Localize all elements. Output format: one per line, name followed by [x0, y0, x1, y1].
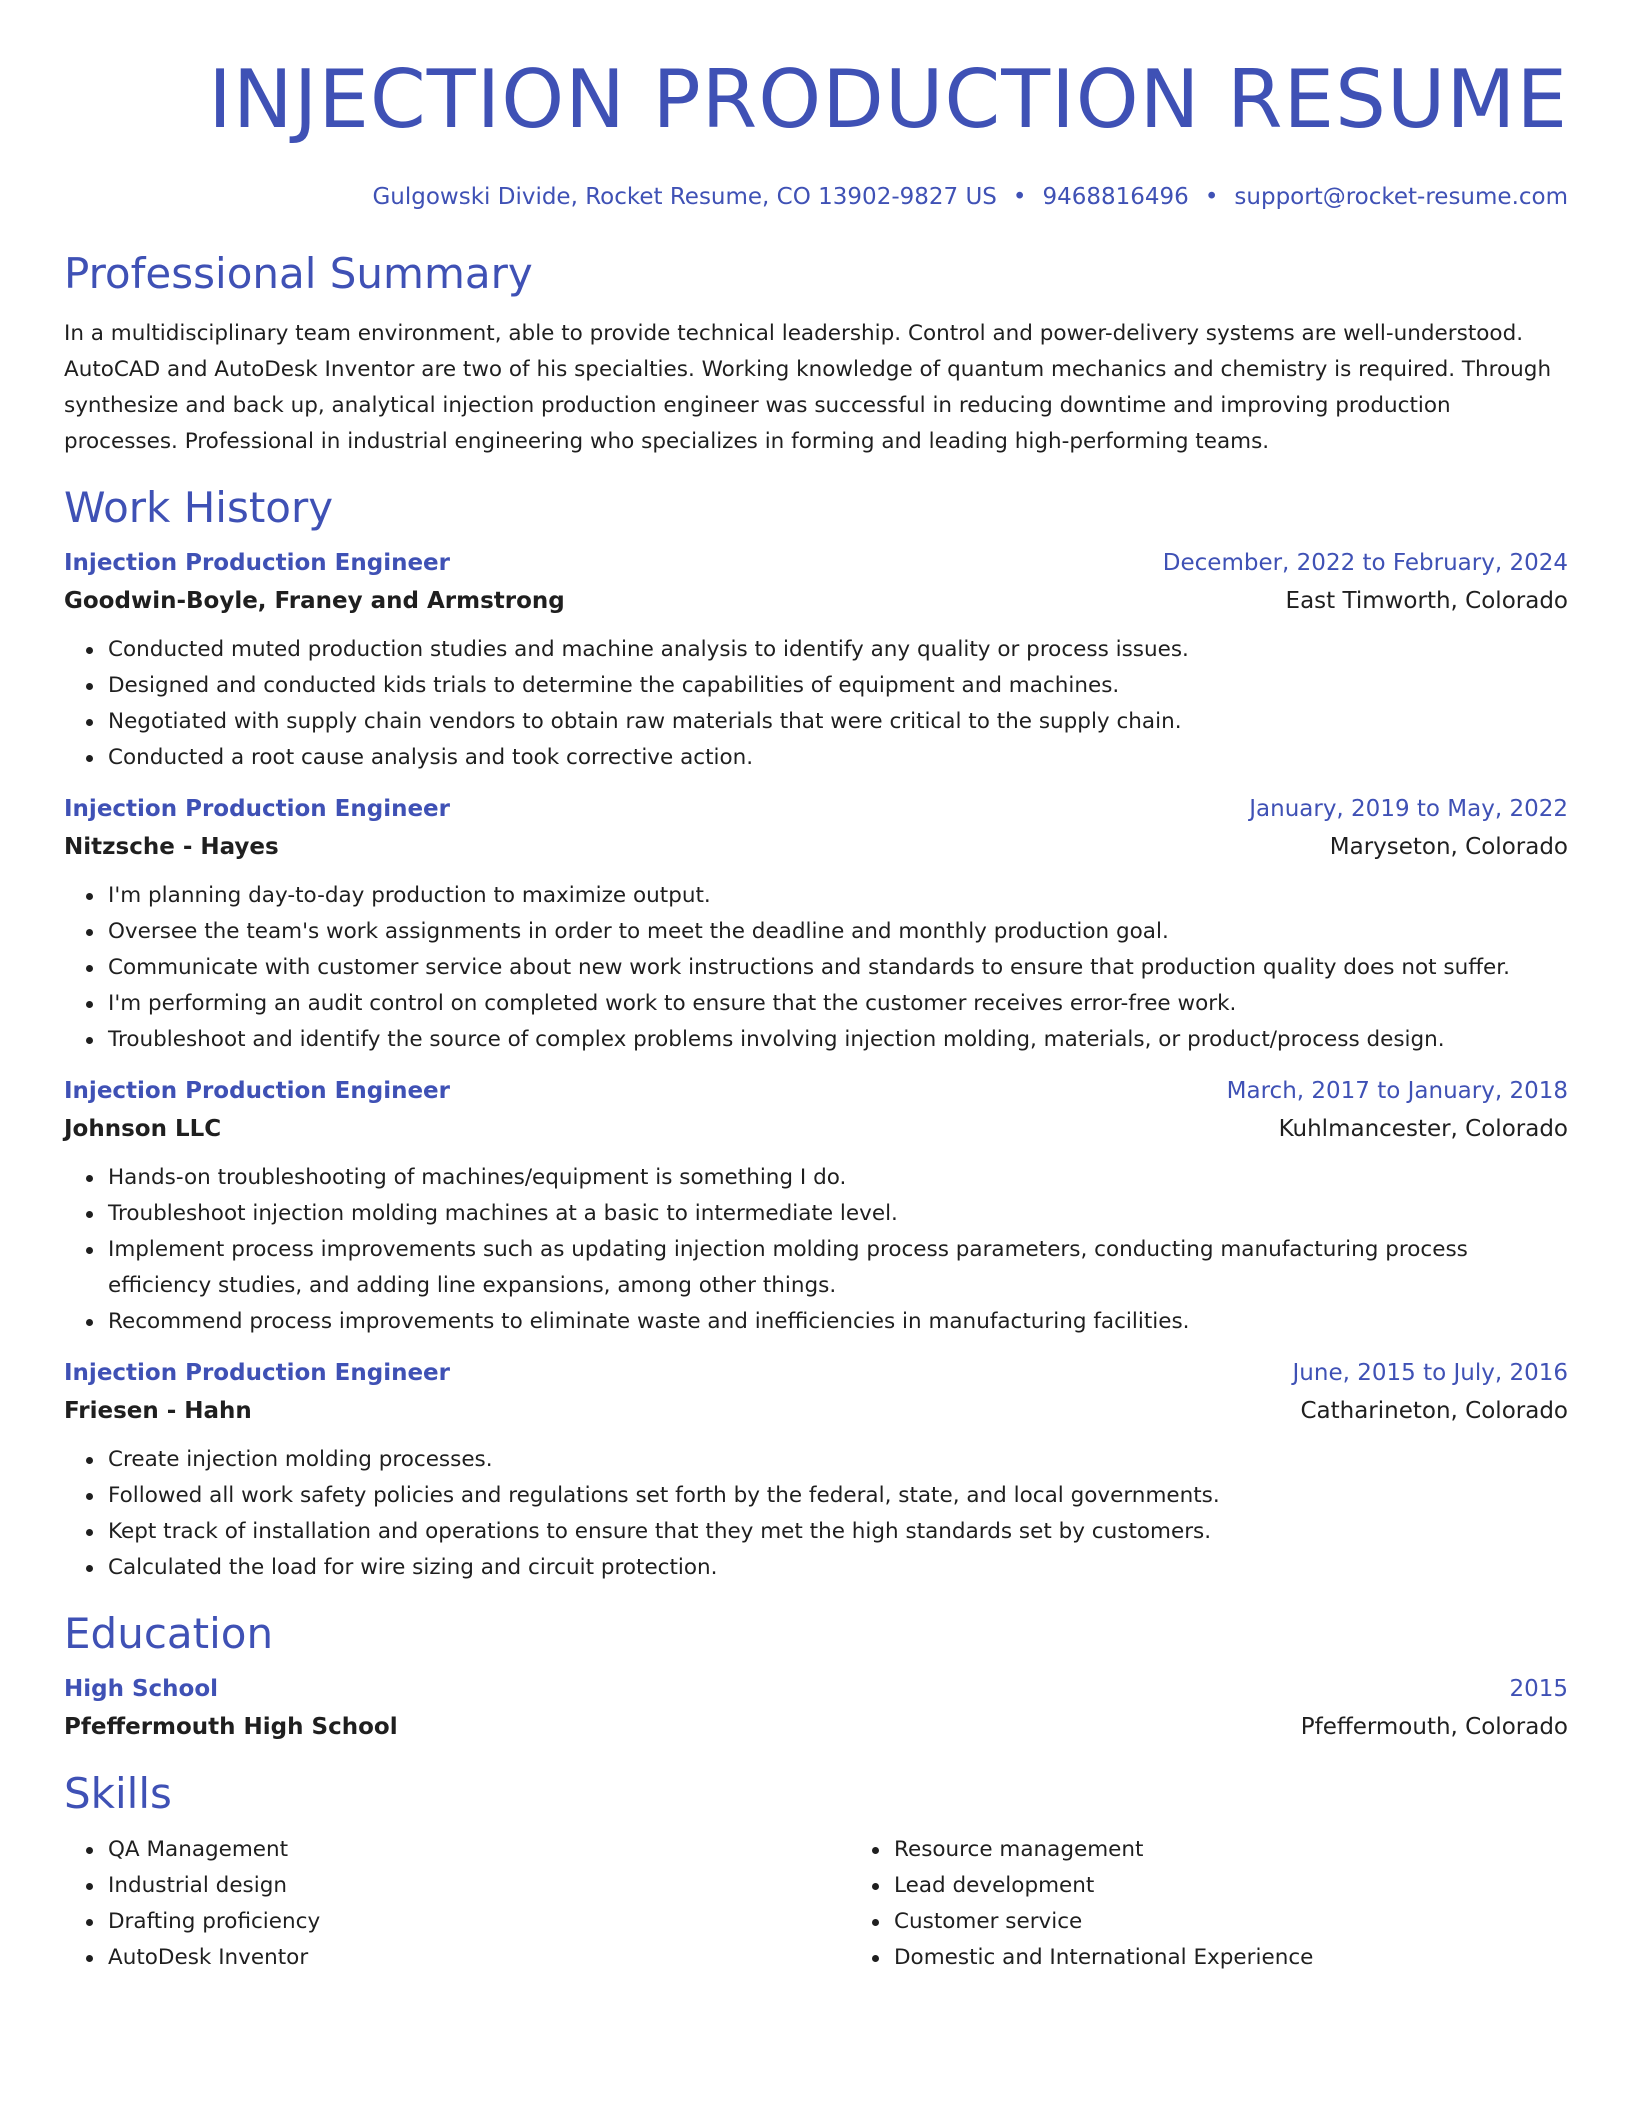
skills-section [64, 1768, 1568, 1976]
job-bullet: Conducted a root cause analysis and took corrective action. [108, 740, 1568, 776]
skill-item: QA Management [108, 1832, 850, 1868]
education-section [64, 1608, 1568, 1746]
job-company-row [64, 1392, 1568, 1430]
job-bullet: Designed and conducted kids trials to determine the capabilities of equipment and machines. [108, 668, 1568, 704]
resume-title: INJECTION PRODUCTION RESUME [208, 53, 1568, 146]
email-link[interactable]: support@rocket-resume.com [1234, 184, 1568, 210]
job-title: Injection Production Engineer [64, 1360, 450, 1386]
job-bullet: Negotiated with supply chain vendors to obtain raw materials that were critical to the supply chain. [108, 704, 1568, 740]
resume-header [64, 0, 1568, 212]
job-bullet: Calculated the load for wire sizing and circuit protection. [108, 1550, 1568, 1586]
job-location: Catharineton, Colorado [1300, 1398, 1568, 1424]
work-history-section [64, 482, 1568, 1586]
job-dates: December, 2022 to February, 2024 [1162, 550, 1568, 576]
education-entry [64, 1670, 1568, 1746]
skill-item: Industrial design [108, 1868, 850, 1904]
job-title: Injection Production Engineer [64, 796, 450, 822]
school-name: Pfeffermouth High School [64, 1714, 398, 1740]
job-bullet-list [64, 632, 1568, 776]
phone: 9468816496 [1042, 184, 1189, 210]
skill-item: Lead development [894, 1868, 1632, 1904]
separator-dot: • [1012, 184, 1027, 210]
work-history-heading: Work History [64, 483, 334, 532]
company-name: Nitzsche - Hayes [64, 834, 279, 860]
job-bullet: Conducted muted production studies and machine analysis to identify any quality or process issues. [108, 632, 1568, 668]
contact-line [64, 182, 1568, 212]
job-bullet: Create injection molding processes. [108, 1442, 1568, 1478]
job-bullet: Hands-on troubleshooting of machines/equipment is something I do. [108, 1160, 1568, 1196]
job-bullet-list [64, 1160, 1568, 1340]
job-entry [64, 1072, 1568, 1340]
job-bullet: Troubleshoot injection molding machines at a basic to intermediate level. [108, 1196, 1568, 1232]
job-bullet: Troubleshoot and identify the source of complex problems involving injection molding, materials, or product/process design. [108, 1022, 1568, 1058]
job-bullet-list [64, 878, 1568, 1058]
job-entry [64, 1354, 1568, 1586]
job-company-row [64, 828, 1568, 866]
job-title: Injection Production Engineer [64, 1078, 450, 1104]
skills-heading: Skills [64, 1769, 172, 1818]
job-header-row [64, 1354, 1568, 1392]
job-company-row [64, 582, 1568, 620]
job-bullet: Communicate with customer service about new work instructions and standards to ensure that production quality does not suffer. [108, 950, 1568, 986]
school-location: Pfeffermouth, Colorado [1300, 1714, 1568, 1740]
job-entry [64, 790, 1568, 1058]
job-bullet: I'm planning day-to-day production to maximize output. [108, 878, 1568, 914]
skills-columns [64, 1832, 1568, 1976]
skill-item: Resource management [894, 1832, 1632, 1868]
skill-item: AutoDesk Inventor [108, 1940, 850, 1976]
company-name: Johnson LLC [64, 1116, 222, 1142]
job-bullet: Followed all work safety policies and regulations set forth by the federal, state, and local governments. [108, 1478, 1568, 1514]
summary-heading: Professional Summary [64, 249, 533, 298]
education-heading: Education [64, 1609, 274, 1658]
job-dates: June, 2015 to July, 2016 [1292, 1360, 1568, 1386]
job-location: Kuhlmancester, Colorado [1278, 1116, 1568, 1142]
job-location: East Timworth, Colorado [1285, 588, 1568, 614]
job-entry [64, 544, 1568, 776]
company-name: Friesen - Hahn [64, 1398, 252, 1424]
job-bullet: Implement process improvements such as updating injection molding process parameters, conducting manufacturing process efficiency studies, and adding line expansions, among other things. [108, 1232, 1568, 1304]
separator-dot: • [1204, 184, 1219, 210]
education-year: 2015 [1509, 1676, 1568, 1702]
address: Gulgowski Divide, Rocket Resume, CO 13902-9827 US [372, 184, 997, 210]
degree: High School [64, 1676, 219, 1702]
job-bullet-list [64, 1442, 1568, 1586]
job-header-row [64, 1072, 1568, 1110]
job-bullet: Kept track of installation and operations to ensure that they met the high standards set by customers. [108, 1514, 1568, 1550]
job-header-row [64, 544, 1568, 582]
job-dates: March, 2017 to January, 2018 [1226, 1078, 1568, 1104]
job-header-row [64, 790, 1568, 828]
summary-text: In a multidisciplinary team environment, able to provide technical leadership. Control and power-delivery systems are well-understood. AutoCAD and AutoDesk Inventor are two of his specialties. Working knowledge of quantum mechanics and chemistry is required. Through synthesize and back up, analytical injection production engineer was successful in reducing downtime and improving production processes. Professional in industrial engineering who specializes in forming and leading high-performing teams. [64, 321, 1552, 454]
job-location: Maryseton, Colorado [1329, 834, 1568, 860]
skill-item: Drafting proficiency [108, 1904, 850, 1940]
company-name: Goodwin-Boyle, Franey and Armstrong [64, 588, 565, 614]
job-list [64, 544, 1568, 1586]
job-title: Injection Production Engineer [64, 550, 450, 576]
skill-item: Customer service [894, 1904, 1632, 1940]
job-dates: January, 2019 to May, 2022 [1249, 796, 1568, 822]
skills-left-list [64, 1832, 850, 1976]
skill-item: Domestic and International Experience [894, 1940, 1632, 1976]
job-bullet: I'm performing an audit control on completed work to ensure that the customer receives error-free work. [108, 986, 1568, 1022]
job-bullet: Oversee the team's work assignments in order to meet the deadline and monthly production goal. [108, 914, 1568, 950]
job-bullet: Recommend process improvements to eliminate waste and inefficiencies in manufacturing facilities. [108, 1304, 1568, 1340]
job-company-row [64, 1110, 1568, 1148]
skills-right-list [850, 1832, 1632, 1976]
